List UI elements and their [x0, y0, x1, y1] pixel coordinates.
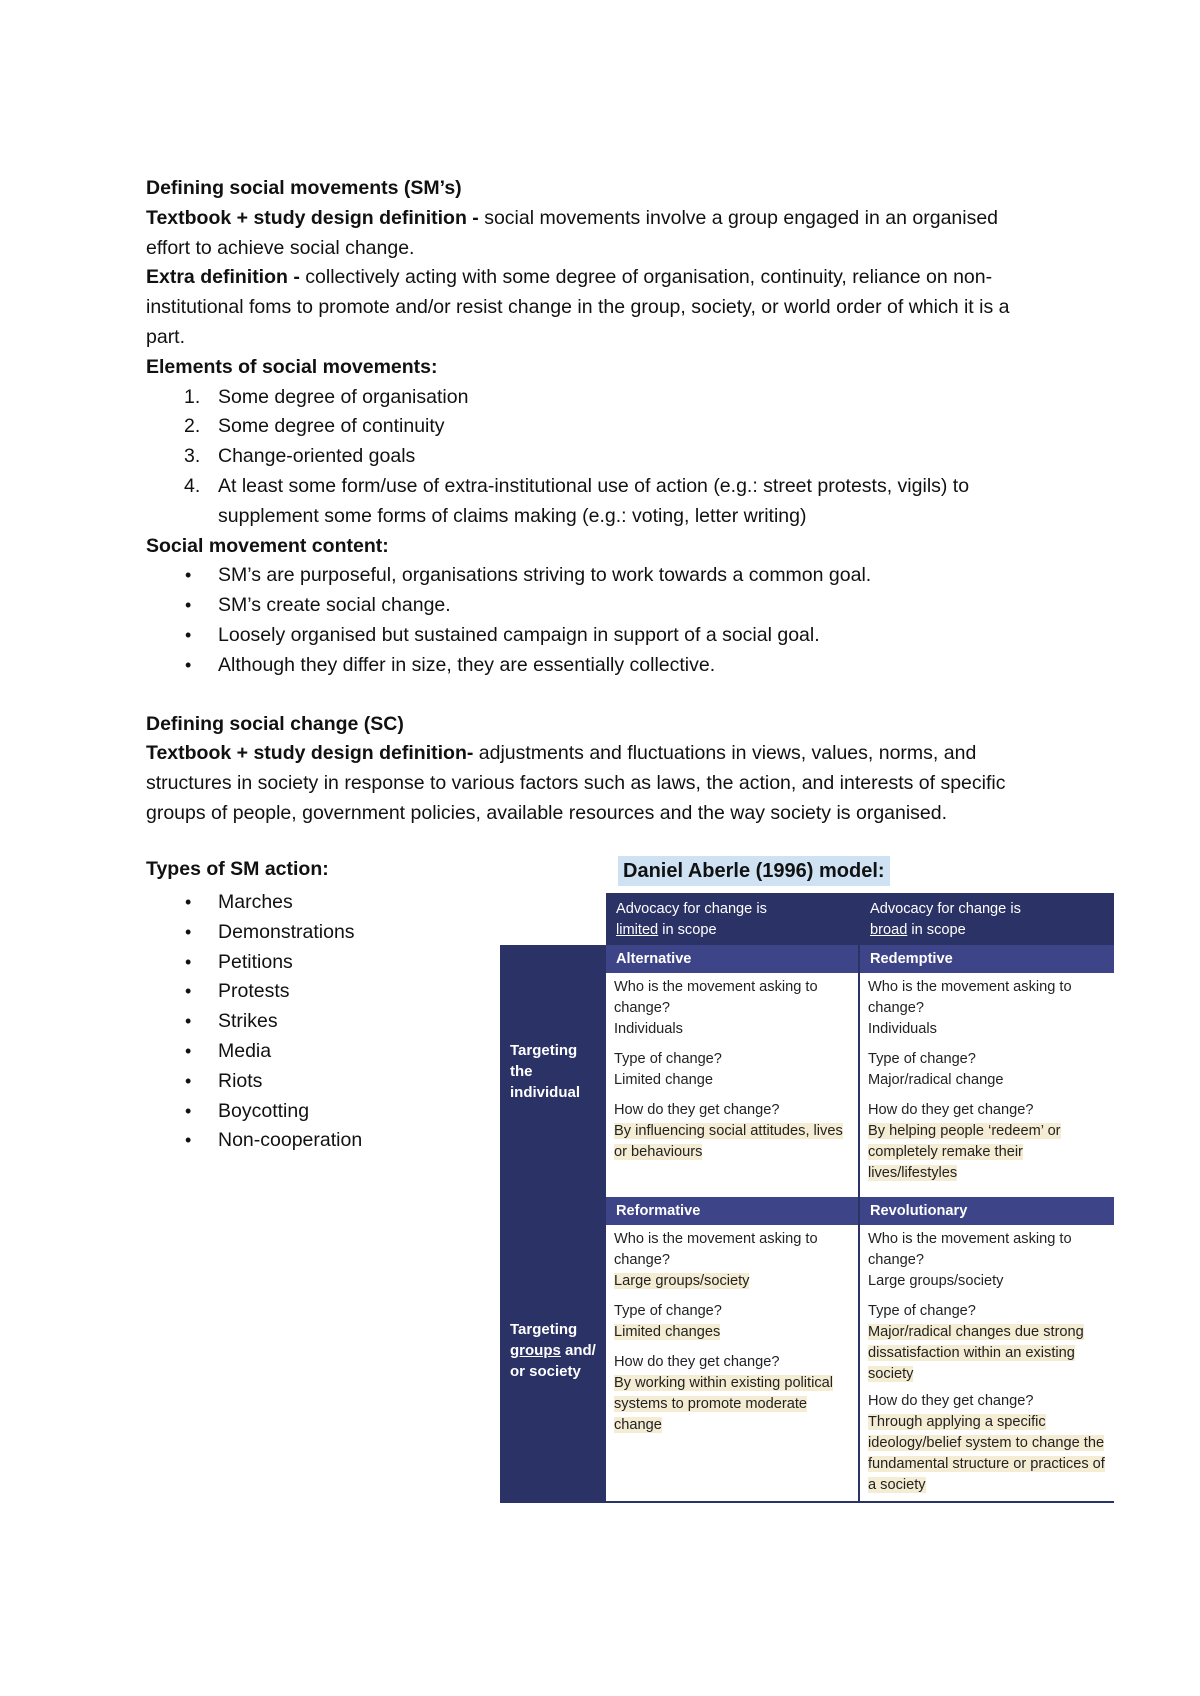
sm-definition: [146, 204, 1046, 264]
row-label-text: [510, 1319, 596, 1382]
cell-redemptive: [860, 973, 1114, 1197]
content-list: [146, 561, 1046, 680]
row-label-underline: groups: [510, 1341, 561, 1359]
answer-who: Individuals: [868, 1021, 937, 1037]
model-title: Daniel Aberle (1996) model:: [618, 856, 890, 886]
question-who: Who is the movement asking to change?: [868, 979, 1072, 1016]
sm-definition-text: social movements involve a group engaged in an organised effort to achieve social change.: [146, 206, 999, 259]
list-item: • Although they differ in size, they are essentially collective.: [218, 651, 1046, 681]
types-list-container: [146, 888, 476, 1156]
cell-block: [614, 1100, 851, 1163]
question-how: How do they get change?: [868, 1393, 1034, 1409]
answer-how: By helping people ‘redeem’ or completely remake their lives/lifestyles: [868, 1123, 1061, 1181]
list-item: • SM’s are purposeful, organisations striving to work towards a common goal.: [218, 561, 1046, 591]
list-item: • Strikes: [218, 1007, 476, 1037]
types-list: [146, 888, 476, 1156]
question-who: Who is the movement asking to change?: [614, 979, 818, 1016]
sm-heading: Defining social movements (SM’s): [146, 177, 462, 199]
cell-block: [868, 1301, 1106, 1385]
extra-definition-text: collectively acting with some degree of organisation, continuity, reliance on non-institutional foms to promote and/or resist change in the group, society, or world order of which it is a part.: [146, 266, 1010, 348]
spacer: [146, 681, 1046, 710]
answer-how: By working within existing political systems to promote moderate change: [614, 1375, 833, 1433]
column-header-underline: limited: [616, 922, 659, 938]
aberle-model-table: [500, 893, 1114, 1503]
column-header-text: Advocacy for change is: [870, 901, 1021, 917]
cell-block: [868, 1100, 1106, 1184]
content-heading: Social movement content:: [146, 534, 389, 557]
list-item: Some degree of organisation: [218, 385, 469, 408]
answer-type: Major/radical change: [868, 1072, 1004, 1088]
category-alternative: Alternative: [606, 945, 858, 973]
row-label-text: Targeting the individual: [510, 1041, 581, 1101]
types-heading: Types of SM action:: [146, 858, 329, 880]
cell-block: [614, 977, 851, 1040]
answer-type: Limited changes: [614, 1324, 721, 1340]
column-header-underline: broad: [870, 922, 908, 938]
list-item: • Loosely organised but sustained campaign in support of a social goal.: [218, 621, 1046, 651]
list-item: • Media: [218, 1037, 476, 1067]
document-body: [146, 174, 1046, 829]
category-reformative: Reformative: [606, 1197, 858, 1225]
table-corner: [500, 893, 606, 945]
category-redemptive: Redemptive: [860, 945, 1114, 973]
question-type: Type of change?: [614, 1051, 722, 1067]
question-how: How do they get change?: [614, 1354, 780, 1370]
list-item: At least some form/use of extra-institutional use of action (e.g.: street protests, vigils) to supplement some forms of claims making (e.g.: voting, letter writing): [218, 474, 970, 527]
sm-definition-label: Textbook + study design definition -: [146, 206, 479, 229]
answer-how: Through applying a specific ideology/belief system to change the fundamental structure or practices of a society: [868, 1414, 1105, 1493]
elements-list: [146, 383, 1046, 532]
cell-block: [614, 1049, 851, 1091]
column-header-text: in scope: [658, 922, 717, 938]
column-header-text: Advocacy for change is: [616, 901, 767, 917]
cell-block: [614, 1229, 851, 1292]
question-how: How do they get change?: [614, 1102, 780, 1118]
answer-type: Major/radical changes due strong dissatisfaction within an existing society: [868, 1324, 1084, 1382]
cell-block: [868, 1049, 1106, 1091]
list-item: Some degree of continuity: [218, 415, 445, 438]
elements-heading: Elements of social movements:: [146, 355, 438, 378]
question-type: Type of change?: [868, 1051, 976, 1067]
answer-how: By influencing social attitudes, lives or behaviours: [614, 1123, 843, 1160]
cell-revolutionary: [860, 1225, 1114, 1501]
category-revolutionary: Revolutionary: [860, 1197, 1114, 1225]
question-who: Who is the movement asking to change?: [868, 1231, 1072, 1268]
row-label-part: and/ or society: [510, 1341, 596, 1380]
answer-who: Individuals: [614, 1021, 683, 1037]
answer-type: Limited change: [614, 1072, 713, 1088]
list-item: • Petitions: [218, 948, 476, 978]
list-item: Change-oriented goals: [218, 445, 416, 468]
extra-definition: [146, 263, 1046, 352]
cell-block: [868, 1229, 1106, 1292]
list-item: • Non-cooperation: [218, 1126, 476, 1156]
sc-definition: [146, 739, 1046, 828]
cell-block: [614, 1301, 851, 1343]
cell-reformative: [606, 1225, 860, 1501]
question-type: Type of change?: [614, 1303, 722, 1319]
column-divider: [858, 893, 860, 1503]
row-label-groups: [500, 1197, 606, 1503]
answer-who: Large groups/society: [614, 1273, 750, 1289]
list-item: • SM’s create social change.: [218, 591, 1046, 621]
question-type: Type of change?: [868, 1303, 976, 1319]
list-item: • Riots: [218, 1067, 476, 1097]
extra-definition-label: Extra definition -: [146, 266, 300, 289]
list-item: • Boycotting: [218, 1097, 476, 1127]
column-header-text: in scope: [907, 922, 966, 938]
sc-definition-label: Textbook + study design definition-: [146, 742, 474, 765]
row-label-individual: [500, 945, 606, 1197]
row-label-part: Targeting: [510, 1320, 578, 1338]
sc-heading: Defining social change (SC): [146, 712, 404, 735]
question-who: Who is the movement asking to change?: [614, 1231, 818, 1268]
column-header-limited: [606, 893, 858, 945]
cell-block: [614, 1352, 851, 1436]
list-item: • Marches: [218, 888, 476, 918]
column-header-broad: [860, 893, 1114, 945]
cell-alternative: [606, 973, 860, 1197]
list-item: • Protests: [218, 977, 476, 1007]
answer-who: Large groups/society: [868, 1273, 1004, 1289]
list-item: • Demonstrations: [218, 918, 476, 948]
sc-definition-text: adjustments and fluctuations in views, values, norms, and structures in society in response to various factors such as laws, the action, and interests of specific groups of people, government policies, available resources and the way society is organised.: [146, 742, 1006, 824]
cell-block: [868, 1391, 1106, 1496]
cell-block: [868, 977, 1106, 1040]
table-bottom-border: [500, 1501, 1114, 1503]
question-how: How do they get change?: [868, 1102, 1034, 1118]
